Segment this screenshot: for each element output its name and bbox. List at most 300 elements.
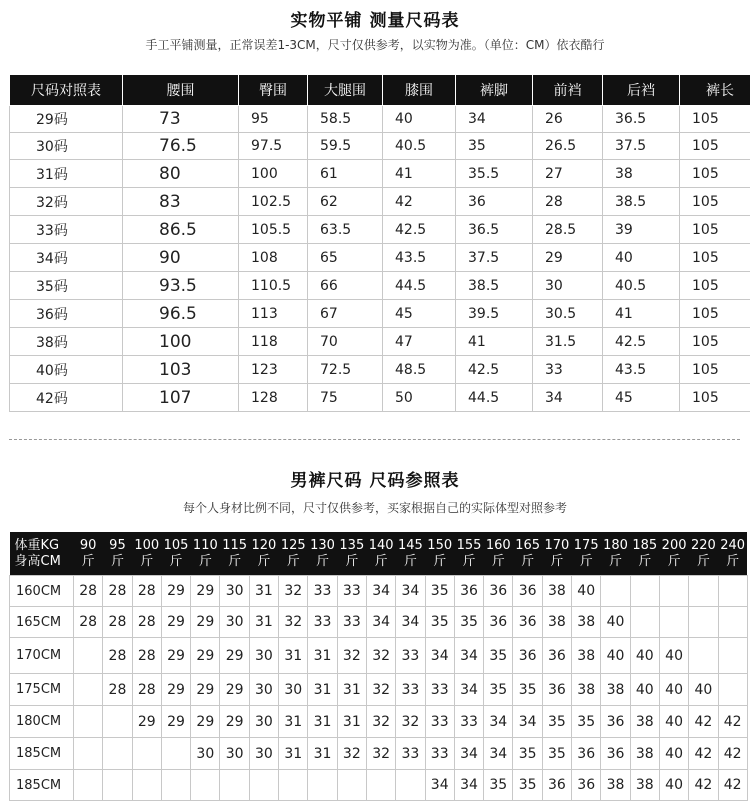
table-cell: 105	[680, 356, 750, 384]
table-cell: 35码	[10, 272, 123, 300]
size-cell: 31	[249, 576, 278, 607]
size-cell: 33	[425, 674, 454, 706]
size-cell: 34	[454, 738, 483, 770]
column-header: 裤脚	[456, 75, 533, 106]
size-cell: 32	[366, 738, 395, 770]
weight-value: 160	[484, 538, 513, 554]
size-cell	[74, 738, 103, 770]
table-cell: 35	[456, 133, 533, 160]
size-cell: 34	[484, 706, 513, 738]
weight-unit: 斤	[161, 554, 190, 570]
weight-value: 180	[601, 538, 630, 554]
size-cell: 33	[396, 738, 425, 770]
size-cell: 34	[425, 638, 454, 674]
size-cell: 40	[630, 638, 659, 674]
height-label: 185CM	[10, 738, 74, 770]
size-cell: 29	[191, 576, 220, 607]
weight-header	[601, 532, 630, 576]
size-cell: 40	[601, 638, 630, 674]
weight-unit: 斤	[132, 554, 161, 570]
size-cell: 34	[513, 706, 542, 738]
table-cell: 40.5	[383, 133, 456, 160]
height-label: 185CM	[10, 770, 74, 801]
size-cell	[74, 770, 103, 801]
table-cell: 36码	[10, 300, 123, 328]
weight-unit: 斤	[220, 554, 249, 570]
weight-header	[103, 532, 132, 576]
table-cell: 44.5	[383, 272, 456, 300]
weight-header	[337, 532, 366, 576]
size-cell: 38	[601, 674, 630, 706]
table-cell: 43.5	[383, 244, 456, 272]
table-cell: 108	[239, 244, 308, 272]
weight-header	[454, 532, 483, 576]
table-row	[10, 356, 750, 384]
table-cell: 39	[603, 216, 680, 244]
table-row	[10, 328, 750, 356]
weight-unit: 斤	[513, 554, 542, 570]
column-header: 裤长	[680, 75, 750, 106]
table-row	[10, 272, 750, 300]
table-cell: 42.5	[383, 216, 456, 244]
size-cell	[161, 738, 190, 770]
size-chart-title: 实物平铺 测量尺码表	[0, 6, 750, 31]
weight-header	[542, 532, 571, 576]
table-cell: 103	[123, 356, 239, 384]
size-cell	[659, 576, 688, 607]
table-cell: 76.5	[123, 133, 239, 160]
size-cell: 42	[718, 738, 747, 770]
size-cell: 38	[542, 576, 571, 607]
size-cell: 33	[396, 674, 425, 706]
table-row	[10, 607, 748, 638]
table-cell: 26.5	[533, 133, 603, 160]
size-cell: 40	[630, 674, 659, 706]
weight-unit: 斤	[425, 554, 454, 570]
size-cell: 30	[279, 674, 308, 706]
size-cell: 28	[132, 576, 161, 607]
table-cell: 40	[603, 244, 680, 272]
size-cell: 33	[425, 706, 454, 738]
table-row	[10, 188, 750, 216]
table-cell: 42	[383, 188, 456, 216]
weight-header	[132, 532, 161, 576]
table-cell: 38.5	[603, 188, 680, 216]
table-cell: 27	[533, 160, 603, 188]
weight-value: 200	[659, 538, 688, 554]
weight-unit: 斤	[630, 554, 659, 570]
table-cell: 40码	[10, 356, 123, 384]
table-row	[10, 738, 748, 770]
size-cell: 30	[249, 706, 278, 738]
table-row	[10, 770, 748, 801]
size-cell: 36	[572, 738, 601, 770]
size-cell: 34	[425, 770, 454, 801]
size-cell: 40	[659, 674, 688, 706]
size-cell: 40	[601, 607, 630, 638]
table-cell: 105	[680, 328, 750, 356]
size-cell: 38	[630, 706, 659, 738]
height-label: 180CM	[10, 706, 74, 738]
size-cell: 36	[454, 576, 483, 607]
size-cell	[132, 738, 161, 770]
size-cell	[279, 770, 308, 801]
size-cell: 31	[308, 706, 337, 738]
table-row	[10, 576, 748, 607]
size-cell	[74, 674, 103, 706]
table-cell: 36.5	[456, 216, 533, 244]
table-cell: 105	[680, 160, 750, 188]
size-cell: 34	[366, 576, 395, 607]
size-cell	[689, 638, 718, 674]
weight-header	[366, 532, 395, 576]
weight-unit: 斤	[689, 554, 718, 570]
table-cell: 58.5	[308, 106, 383, 133]
weight-value: 185	[630, 538, 659, 554]
height-label: 160CM	[10, 576, 74, 607]
size-cell: 30	[220, 607, 249, 638]
size-cell: 34	[484, 738, 513, 770]
weight-unit: 斤	[337, 554, 366, 570]
size-cell	[718, 576, 747, 607]
size-cell: 34	[454, 674, 483, 706]
size-cell: 35	[484, 674, 513, 706]
weight-unit: 斤	[454, 554, 483, 570]
size-cell: 29	[161, 706, 190, 738]
weight-unit: 斤	[572, 554, 601, 570]
table-cell: 67	[308, 300, 383, 328]
size-cell: 29	[161, 638, 190, 674]
weight-value: 90	[74, 538, 103, 554]
measurement-table	[9, 74, 750, 412]
size-cell: 29	[191, 706, 220, 738]
size-cell: 40	[659, 638, 688, 674]
size-cell	[718, 607, 747, 638]
table-cell: 93.5	[123, 272, 239, 300]
size-cell: 35	[425, 607, 454, 638]
size-cell: 36	[542, 638, 571, 674]
size-cell: 38	[572, 607, 601, 638]
size-cell: 42	[689, 738, 718, 770]
size-cell	[601, 576, 630, 607]
size-cell: 36	[513, 576, 542, 607]
size-cell: 35	[484, 770, 513, 801]
size-cell: 40	[659, 738, 688, 770]
size-cell: 35	[454, 607, 483, 638]
table-row	[10, 706, 748, 738]
size-cell: 33	[308, 607, 337, 638]
weight-value: 220	[689, 538, 718, 554]
size-cell: 40	[659, 706, 688, 738]
weight-header	[484, 532, 513, 576]
size-cell: 36	[601, 706, 630, 738]
column-header: 腰围	[123, 75, 239, 106]
weight-value: 175	[572, 538, 601, 554]
table-cell: 45	[383, 300, 456, 328]
table-cell: 59.5	[308, 133, 383, 160]
size-cell	[396, 770, 425, 801]
table-cell: 100	[239, 160, 308, 188]
size-cell	[74, 706, 103, 738]
table-cell: 34码	[10, 244, 123, 272]
table-cell: 61	[308, 160, 383, 188]
height-weight-table-header	[10, 532, 748, 576]
table-cell: 41	[456, 328, 533, 356]
size-cell: 30	[249, 674, 278, 706]
table-corner-label	[10, 532, 74, 576]
size-cell: 32	[366, 674, 395, 706]
size-cell: 36	[484, 607, 513, 638]
column-header: 大腿围	[308, 75, 383, 106]
size-cell: 28	[103, 607, 132, 638]
table-cell: 105	[680, 272, 750, 300]
table-cell: 105	[680, 133, 750, 160]
size-cell: 31	[308, 738, 337, 770]
weight-header	[513, 532, 542, 576]
table-cell: 75	[308, 384, 383, 412]
size-cell: 32	[337, 738, 366, 770]
table-cell: 41	[603, 300, 680, 328]
table-row	[10, 244, 750, 272]
weight-unit: 斤	[103, 554, 132, 570]
table-cell: 86.5	[123, 216, 239, 244]
weight-value: 135	[337, 538, 366, 554]
weight-header	[689, 532, 718, 576]
size-cell: 42	[689, 770, 718, 801]
table-cell: 97.5	[239, 133, 308, 160]
size-cell: 33	[396, 638, 425, 674]
weight-value: 145	[396, 538, 425, 554]
size-cell: 38	[572, 674, 601, 706]
table-row	[10, 638, 748, 674]
table-cell: 113	[239, 300, 308, 328]
size-cell	[132, 770, 161, 801]
size-cell: 35	[513, 674, 542, 706]
weight-value: 105	[161, 538, 190, 554]
weight-unit: 斤	[484, 554, 513, 570]
table-cell: 34	[533, 384, 603, 412]
table-cell: 48.5	[383, 356, 456, 384]
size-cell: 38	[601, 770, 630, 801]
table-cell: 102.5	[239, 188, 308, 216]
size-cell: 31	[279, 638, 308, 674]
weight-header	[425, 532, 454, 576]
table-cell: 45	[603, 384, 680, 412]
size-cell: 33	[425, 738, 454, 770]
size-cell: 30	[249, 638, 278, 674]
size-cell: 31	[308, 674, 337, 706]
size-cell: 29	[220, 674, 249, 706]
table-cell: 65	[308, 244, 383, 272]
table-cell: 105	[680, 106, 750, 133]
weight-value: 100	[132, 538, 161, 554]
size-cell	[689, 576, 718, 607]
size-cell: 28	[103, 576, 132, 607]
weight-value: 150	[425, 538, 454, 554]
weight-header	[659, 532, 688, 576]
table-cell: 83	[123, 188, 239, 216]
size-cell: 35	[484, 638, 513, 674]
size-cell	[630, 576, 659, 607]
table-cell: 44.5	[456, 384, 533, 412]
table-cell: 28	[533, 188, 603, 216]
table-cell: 105	[680, 244, 750, 272]
table-cell: 107	[123, 384, 239, 412]
table-row	[10, 160, 750, 188]
size-cell: 36	[484, 576, 513, 607]
table-row	[10, 216, 750, 244]
size-cell	[689, 607, 718, 638]
size-cell: 28	[74, 576, 103, 607]
table-cell: 39.5	[456, 300, 533, 328]
table-cell: 40.5	[603, 272, 680, 300]
weight-header	[249, 532, 278, 576]
table-cell: 36.5	[603, 106, 680, 133]
section-divider	[9, 439, 740, 440]
table-cell: 34	[456, 106, 533, 133]
table-row	[10, 674, 748, 706]
size-cell: 29	[220, 638, 249, 674]
table-cell: 30.5	[533, 300, 603, 328]
table-cell: 38	[603, 160, 680, 188]
size-cell: 35	[513, 738, 542, 770]
size-cell	[337, 770, 366, 801]
size-cell: 29	[191, 607, 220, 638]
weight-unit: 斤	[191, 554, 220, 570]
weight-unit: 斤	[601, 554, 630, 570]
weight-unit: 斤	[308, 554, 337, 570]
weight-header	[220, 532, 249, 576]
size-cell: 28	[132, 607, 161, 638]
size-cell: 28	[103, 638, 132, 674]
table-row	[10, 106, 750, 133]
size-cell: 34	[366, 607, 395, 638]
size-cell: 31	[337, 674, 366, 706]
size-cell: 36	[572, 770, 601, 801]
height-label: 165CM	[10, 607, 74, 638]
table-cell: 33码	[10, 216, 123, 244]
size-cell	[249, 770, 278, 801]
weight-unit: 斤	[659, 554, 688, 570]
table-cell: 42.5	[603, 328, 680, 356]
table-cell: 36	[456, 188, 533, 216]
size-cell: 32	[279, 576, 308, 607]
size-cell: 40	[659, 770, 688, 801]
size-cell: 29	[161, 607, 190, 638]
table-cell: 37.5	[456, 244, 533, 272]
size-cell: 29	[161, 576, 190, 607]
size-cell: 42	[689, 706, 718, 738]
size-cell: 36	[513, 607, 542, 638]
table-cell: 26	[533, 106, 603, 133]
size-cell: 31	[279, 738, 308, 770]
size-cell: 36	[601, 738, 630, 770]
size-cell: 35	[425, 576, 454, 607]
weight-header	[396, 532, 425, 576]
table-cell: 105	[680, 188, 750, 216]
size-cell	[630, 607, 659, 638]
weight-header	[630, 532, 659, 576]
column-header: 前裆	[533, 75, 603, 106]
size-cell: 36	[542, 770, 571, 801]
weight-header	[308, 532, 337, 576]
size-cell	[103, 738, 132, 770]
size-cell: 28	[103, 674, 132, 706]
table-cell: 38码	[10, 328, 123, 356]
weight-header	[191, 532, 220, 576]
size-cell: 34	[454, 770, 483, 801]
size-cell: 30	[249, 738, 278, 770]
height-axis-label: 身高CM	[15, 554, 74, 570]
column-header: 后裆	[603, 75, 680, 106]
table-cell: 50	[383, 384, 456, 412]
height-label: 170CM	[10, 638, 74, 674]
size-cell: 34	[454, 638, 483, 674]
size-cell: 32	[366, 638, 395, 674]
reference-chart-subtitle: 每个人身材比例不同，尺寸仅供参考，买家根据自己的实际体型对照参考	[0, 499, 750, 516]
table-cell: 96.5	[123, 300, 239, 328]
size-cell: 28	[132, 674, 161, 706]
weight-unit: 斤	[366, 554, 395, 570]
table-cell: 33	[533, 356, 603, 384]
size-cell	[308, 770, 337, 801]
size-cell: 40	[572, 576, 601, 607]
size-cell	[220, 770, 249, 801]
weight-unit: 斤	[74, 554, 103, 570]
weight-value: 110	[191, 538, 220, 554]
table-cell: 72.5	[308, 356, 383, 384]
size-cell: 32	[279, 607, 308, 638]
table-cell: 63.5	[308, 216, 383, 244]
size-cell: 35	[542, 706, 571, 738]
table-cell: 35.5	[456, 160, 533, 188]
table-cell: 42.5	[456, 356, 533, 384]
size-cell: 32	[396, 706, 425, 738]
weight-header	[74, 532, 103, 576]
weight-value: 95	[103, 538, 132, 554]
size-chart-subtitle: 手工平铺测量，正常误差1-3CM，尺寸仅供参考，以实物为准。（单位：CM）依衣酷行	[0, 36, 750, 53]
weight-value: 170	[542, 538, 571, 554]
weight-value: 125	[279, 538, 308, 554]
table-cell: 38.5	[456, 272, 533, 300]
table-cell: 118	[239, 328, 308, 356]
size-cell	[718, 674, 747, 706]
weight-value: 140	[366, 538, 395, 554]
table-cell: 100	[123, 328, 239, 356]
size-cell: 28	[74, 607, 103, 638]
weight-unit: 斤	[396, 554, 425, 570]
weight-header	[161, 532, 190, 576]
table-cell: 123	[239, 356, 308, 384]
table-cell: 110.5	[239, 272, 308, 300]
size-cell: 32	[366, 706, 395, 738]
size-cell: 29	[191, 638, 220, 674]
size-cell: 36	[542, 674, 571, 706]
weight-value: 115	[220, 538, 249, 554]
size-cell: 34	[396, 576, 425, 607]
size-cell: 32	[337, 638, 366, 674]
table-cell: 128	[239, 384, 308, 412]
size-cell: 29	[191, 674, 220, 706]
table-cell: 40	[383, 106, 456, 133]
reference-chart-title: 男裤尺码 尺码参照表	[0, 466, 750, 491]
table-cell: 42码	[10, 384, 123, 412]
table-row	[10, 133, 750, 160]
table-cell: 41	[383, 160, 456, 188]
size-cell: 29	[132, 706, 161, 738]
size-cell	[74, 638, 103, 674]
table-cell: 90	[123, 244, 239, 272]
